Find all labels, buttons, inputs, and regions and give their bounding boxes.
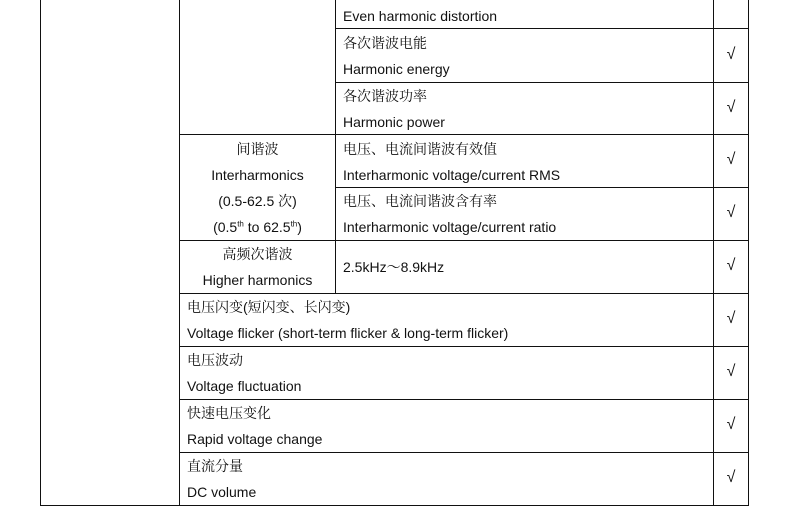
range-sup-1: th [237,219,244,229]
harmonic-energy-check: √ [726,46,736,63]
row-divider [179,346,749,347]
row-divider [335,28,749,29]
voltage-flicker-check: √ [726,310,736,327]
dc-volume-zh: 直流分量 [187,458,243,474]
row-divider [179,240,749,241]
table-border-left [40,0,41,506]
range-prefix: (0.5 [213,219,238,235]
harmonic-power-zh: 各次谐波功率 [343,88,427,104]
range-suffix: ) [297,219,302,235]
rapid-voltage-change-en: Rapid voltage change [187,431,323,447]
higher-harmonics-zh: 高频次谐波 [222,246,293,262]
higher-harmonics-check: √ [726,257,736,274]
interharmonic-ratio-en: Interharmonic voltage/current ratio [343,219,557,235]
interharmonics-en: Interharmonics [211,167,304,183]
dc-volume-en: DC volume [187,484,257,500]
rapid-voltage-change-zh: 快速电压变化 [187,405,271,421]
higher-harmonics-value: 2.5kHz～8.9kHz [343,259,445,275]
row-divider [179,293,749,294]
harmonic-power-en: Harmonic power [343,114,445,130]
voltage-fluctuation-check: √ [726,363,736,380]
range-mid: to 62.5 [243,219,291,235]
harmonic-energy-en: Harmonic energy [343,61,450,77]
even-harmonic-en: Even harmonic distortion [343,8,498,24]
interharmonic-ratio-check: √ [726,204,736,221]
interharmonic-rms-zh: 电压、电流间谐波有效值 [343,141,497,157]
voltage-fluctuation-en: Voltage fluctuation [187,378,302,394]
interharmonics-zh: 间谐波 [236,141,279,157]
row-divider [179,134,749,135]
interharmonics-range-zh: (0.5-62.5 次) [218,193,297,209]
row-divider [335,82,749,83]
row-divider [179,452,749,453]
interharmonic-rms-check: √ [726,151,736,168]
voltage-flicker-en: Voltage flicker (short-term flicker & long-term flicker) [187,325,509,341]
harmonic-power-check: √ [726,99,736,116]
interharmonics-range-en [180,219,335,235]
row-divider [179,399,749,400]
interharmonic-ratio-zh: 电压、电流间谐波含有率 [343,193,497,209]
voltage-fluctuation-zh: 电压波动 [187,352,243,368]
column-divider-2 [335,0,336,293]
voltage-flicker-zh: 电压闪变(短闪变、长闪变) [187,299,351,315]
range-sup-2: th [290,219,298,229]
higher-harmonics-en: Higher harmonics [202,272,313,288]
row-divider [335,187,749,188]
interharmonic-rms-en: Interharmonic voltage/current RMS [343,167,561,183]
dc-volume-check: √ [726,469,736,486]
rapid-voltage-change-check: √ [726,416,736,433]
harmonic-energy-zh: 各次谐波电能 [343,35,427,51]
